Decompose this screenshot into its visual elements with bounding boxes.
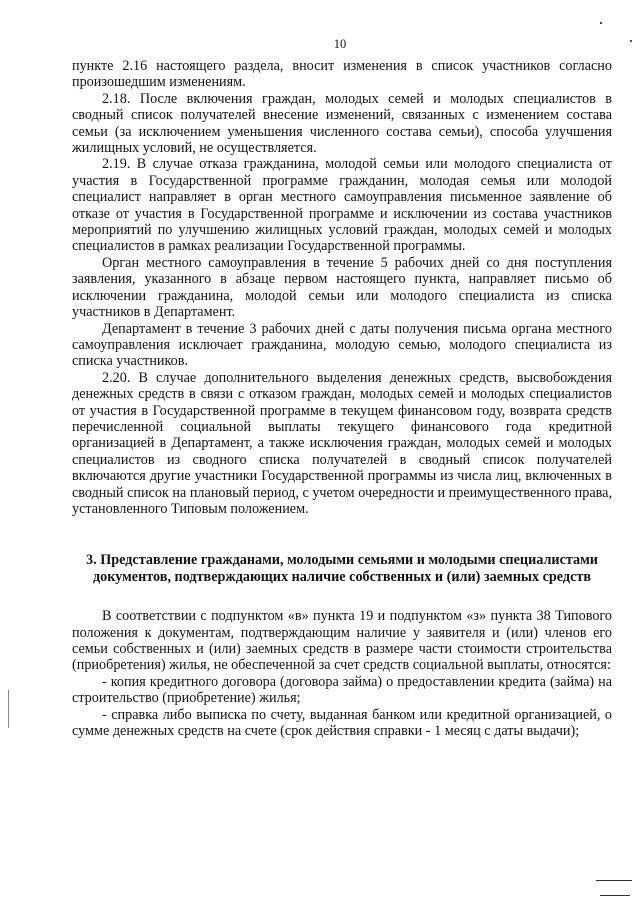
paragraph: В соответствии с подпунктом «в» пункта 19 и подпунктом «з» пункта 38 Типового положения к документам, подтверждающим наличие у заявителя и (или) членов его семьи собственных и (или) заемных средств в размере части стоимости строительства (приобретения) жилья, не обеспеченной за счет средств социальной выплаты, относятся: [72, 608, 612, 674]
list-item: - справка либо выписка по счету, выданная банком или кредитной организацией, о сумме денежных средств на счете (срок действия справки - 1 месяц с даты выдачи); [72, 706, 612, 740]
paragraph: Департамент в течение 3 рабочих дней с даты получения письма органа местного самоуправления исключает гражданина, молодую семью, молодого специалиста из списка участников. [72, 320, 612, 370]
list-item: - копия кредитного договора (договора займа) о предоставлении кредита (займа) на строительство (приобретение) жилья; [72, 673, 612, 707]
paragraph: 2.20. В случае дополнительного выделения денежных средств, высвобождения денежных средств в связи с отказом граждан, молодых семей и молодых специалистов от участия в Государственной программе в текущем финансовом году, возврата средств перечисленной социальной выплаты текущего финансового года кредитной организацией в Департамент, а также исключения граждан, молодых семей и молодых специалистов из сводного списка получателей в сводный список получателей включаются другие участники Государственной программы из числа лиц, включенных в сводный список на плановый период, с учетом очередности и преимущественного права, установленного Типовым положением. [72, 369, 612, 517]
scan-mark [8, 690, 9, 728]
scan-mark [600, 895, 630, 896]
scan-mark [596, 880, 632, 881]
page-number: 10 [333, 37, 347, 51]
scan-mark [630, 40, 632, 42]
scan-mark [600, 22, 602, 24]
document-body [72, 58, 612, 739]
paragraph: пункте 2.16 настоящего раздела, вносит изменения в список участников согласно произошедшим изменениям. [72, 58, 612, 91]
paragraph: 2.18. После включения граждан, молодых семей и молодых специалистов в сводный список получателей внесение изменений, связанных с изменением состава семьи (за исключением уменьшения численного состава семьи), способа улучшения жилищных условий, не осуществляется. [72, 90, 612, 157]
paragraph: Орган местного самоуправления в течение 5 рабочих дней со дня поступления заявления, указанного в абзаце первом настоящего пункта, направляет письмо об исключении гражданина, молодой семьи или молодого специалиста из списка участников в Департамент. [72, 254, 612, 321]
section-heading: 3. Представление гражданами, молодыми семьями и молодыми специалистами документов, подтверждающих наличие собственных и (или) заемных средств [86, 552, 598, 585]
paragraph: 2.19. В случае отказа гражданина, молодой семьи или молодого специалиста от участия в Государственной программе гражданин, молодая семья или молодой специалист направляет в орган местного самоуправления письменное заявление об отказе от участия в Государственной программе и исключении из состава участников мероприятий по улучшению жилищных условий граждан, молодых семей и молодых специалистов в рамках реализации Государственной программы. [72, 156, 612, 255]
